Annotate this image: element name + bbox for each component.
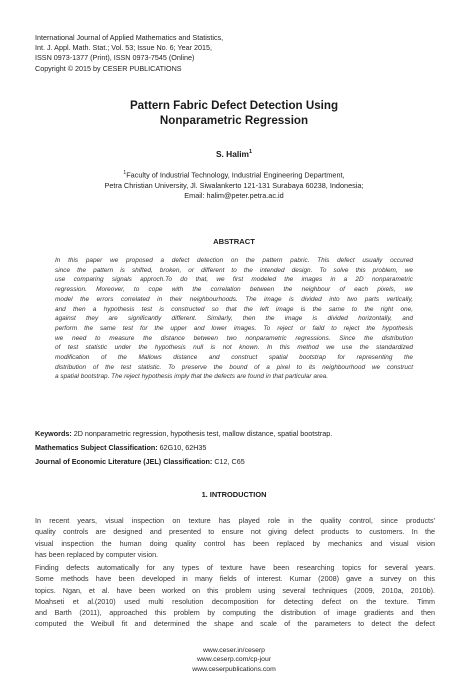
msc-text: 62G10, 62H35 (157, 443, 207, 452)
journal-issn: ISSN 0973-1377 (Print), ISSN 0973-7545 (Online) (35, 53, 195, 63)
abstract-line: regression. Moreover, to cope with the correlation between the neighbour of each pixels, we (55, 286, 413, 294)
jel-classification (35, 457, 435, 466)
abstract-line: we need to measure the distance between two nonparametric regressions. Since the distribution (55, 334, 413, 342)
body-line: computed the Weibull fit and determined the shape and scale of the parameters to detect the defect (35, 619, 435, 629)
footer-link[interactable]: www.ceserp.com/cp-jour (196, 656, 272, 664)
abstract-line: since the pattern is shifted, broken, or different to the intended design. To solve this problem, we (55, 266, 413, 274)
journal-copyright: Copyright © 2015 by CESER PUBLICATIONS (35, 63, 182, 73)
paper-title (0, 98, 468, 128)
abstract-line: distribution of the test statistic. To preserve the bound of a pixel to its neighbourhood we construct (55, 363, 413, 371)
body-line: In recent years, visual inspection on texture has played role in the quality control, since products' (35, 516, 435, 525)
journal-volume: Int. J. Appl. Math. Stat.; Vol. 53; Issue No. 6; Year 2015, (35, 43, 212, 53)
author (0, 149, 468, 159)
keywords-label: Keywords: (35, 429, 72, 438)
author-name: S. Halim (215, 149, 249, 159)
msc-classification (35, 443, 435, 452)
abstract-line: perform the same test for the upper and lower images. To reject or faild to reject the hypothesis (55, 324, 413, 332)
journal-name: International Journal of Applied Mathematics and Statistics, (35, 33, 224, 42)
footer-links (0, 646, 468, 674)
abstract-line: model the errors correlated in their neighbourhoods. The image is divided into two parts vertically, (55, 295, 413, 303)
affiliation-sup: 1 (123, 170, 127, 176)
footer-link[interactable]: www.ceser.in/ceserp (203, 647, 265, 654)
jel-label: Journal of Economic Literature (JEL) Classification: (35, 457, 213, 466)
abstract-line: against they are significantly different. Similarly, then the image is divided horizontally, and (55, 315, 413, 323)
body-line: and Barth (2011), approached this problem by computing the distribution of image gradients and then (35, 608, 435, 618)
footer-link[interactable]: www.ceserpublications.com (192, 665, 276, 673)
abstract-line: modification of the Mallows distance and construct spatial bootstrap for representing the (55, 354, 413, 362)
paper-title-line-1: Pattern Fabric Defect Detection Using (129, 99, 339, 112)
abstract-line: a spatial bootstrap. The reject hypothesis imply that the defects are found in that particular area. (55, 373, 329, 381)
keywords-text: 2D nonparametric regression, hypothesis test, mallow distance, spatial bootstrap. (71, 429, 333, 438)
abstract-body (55, 256, 413, 382)
affiliation-email: Email: halim@peter.petra.ac.id (184, 191, 284, 201)
body-line: Finding defects automatically for any types of texture have been researching topics for several years. (35, 563, 435, 572)
body-line: topics. Ngan, et al. have been worked on this problem using several techniques (2009, 2010a, 2010b). (35, 585, 435, 595)
msc-label: Mathematics Subject Classification: (35, 443, 158, 452)
body-line: quality controls are designed and presented to ensure not giving defect products to customers. In the (35, 527, 435, 537)
section-heading: 1. INTRODUCTION (201, 490, 267, 499)
paper-title-line-2: Nonparametric Regression (159, 114, 309, 127)
abstract-heading: ABSTRACT (213, 237, 255, 246)
journal-header (35, 33, 435, 74)
keywords (35, 429, 435, 438)
abstract-line: of test statistic under the hypothesis null is not known. In this method we use the standardized (55, 344, 413, 352)
abstract-line: and then a hypothesis test is constructed so that the left image is the same to the right one, (55, 305, 413, 313)
body-line: Some methods have been developed in many fields of interest. Kumar (2008) gave a survey on this (35, 574, 435, 584)
intro-paragraph-1 (35, 515, 435, 560)
body-line: Moahseti et al.(2010) used multi resolution decomposition for detecting defect on the texture. Timm (35, 596, 435, 606)
jel-text: C12, C65 (212, 457, 245, 466)
abstract-line: In this paper we proposed a defect detection on the pattern pabric. This defect usually occured (55, 257, 413, 264)
affiliation (0, 168, 468, 202)
body-line: visual inspection the human doing quality control has been replaced by mechanics and visual vision (35, 538, 435, 548)
intro-paragraph-2 (35, 562, 435, 630)
body-line: has been replaced by computer vision. (35, 549, 159, 559)
affiliation-line-1: Faculty of Industrial Technology, Industrial Engineering Department, (126, 170, 345, 180)
author-sup: 1 (248, 149, 253, 156)
affiliation-line-2: Petra Christian University, Jl. Siwalankerto 121-131 Surabaya 60238, Indonesia; (104, 180, 364, 190)
abstract-line: use comparing signals approch.To do that, we first modeled the images in a 2D nonparametric (55, 276, 413, 284)
